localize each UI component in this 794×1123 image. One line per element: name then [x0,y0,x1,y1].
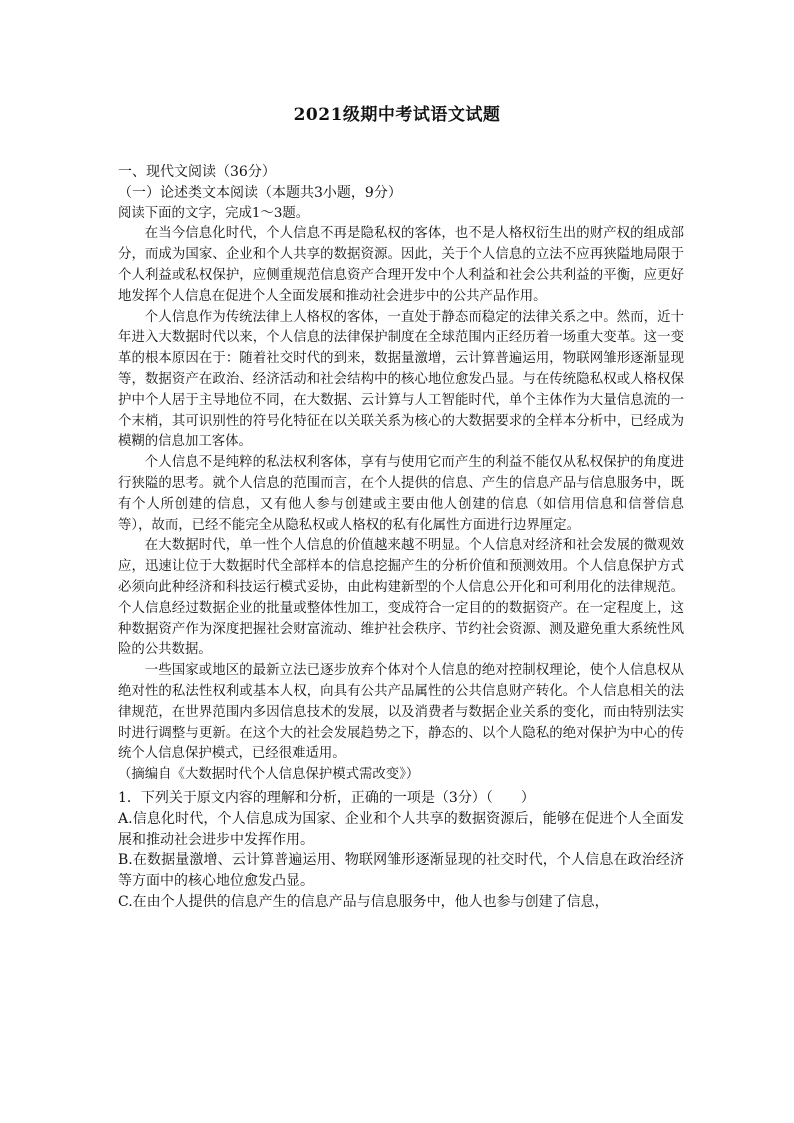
page-title: 2021级期中考试语文试题 [293,105,501,125]
passage-source: （摘编自《大数据时代个人信息保护模式需改变》） [118,767,420,783]
reading-instruction: 阅读下面的文字，完成1～3题。 [118,205,310,221]
subsection-heading: （一）论述类文本阅读（本题共3小题，9分） [118,184,402,201]
question-1-option-b: B.在数据量激增、云计算普遍运用、物联网雏形逐渐显现的社交时代，个人信息在政治经济等方面中的核心地位愈发凸显。 [118,852,684,890]
passage-paragraph-4: 在大数据时代，单一性个人信息的价值越来越不明显。个人信息对经济和社会发展的微观效应，迅速让位于大数据时代全部样本的信息挖掘产生的分析价值和预测效用。个人信息保护方式必须向此种经济和科技运行模式妥协，由此构建新型的个人信息公开化和可利用化的法律规范。个人信息经过数据企业的批量或整体性加工，变成符合一定目的的数据资产。在一定程度上，这种数据资产作为深度把握社会财富流动、维护社会秩序、节约社会资源、测及避免重大系统性风险的公共数据。 [118,538,684,658]
section-heading: 一、现代文阅读（36分） [118,164,276,180]
passage-paragraph-5: 一些国家或地区的最新立法已逐步放弃个体对个人信息的绝对控制权理论，使个人信息权从绝对性的私法性权利或基本人权，向具有公共产品属性的公共信息财产转化。个人信息相关的法律规范，在世界范围内多因信息技术的发展，以及消费者与数据企业关系的变化，而由特别法实时进行调整与更新。在这个大的社会发展趋势之下，静态的、以个人隐私的绝对保护为中心的传统个人信息保护模式，已经很难适用。 [118,663,684,762]
passage-paragraph-3: 个人信息不是纯粹的私法权利客体，享有与使用它而产生的利益不能仅从私权保护的角度进行狭隘的思考。就个人信息的范围而言，在个人提供的信息、产生的信息产品与信息服务中，既有个人所创建的信息，又有他人参与创建或主要由他人创建的信息（如信用信息和信誉信息等），故而，已经不能完全从隐私权或人格权的私有化属性方面进行边界厘定。 [118,455,684,533]
question-1: 1．下列关于原文内容的理解和分析，正确的一项是（3分）（ ） [118,789,535,806]
question-1-option-a: A.信息化时代，个人信息成为国家、企业和个人共享的数据资源后，能够在促进个人全面发展和推动社会进步中发挥作用。 [118,810,684,848]
passage-paragraph-1: 在当今信息化时代，个人信息不再是隐私权的客体，也不是人格权衍生出的财产权的组成部分，而成为国家、企业和个人共享的数据资源。因此，关于个人信息的立法不应再狭隘地局限于个人利益或私权保护，应侧重规范信息资产合理开发中个人利益和社会公共利益的平衡，应更好地发挥个人信息在促进个人全面发展和推动社会进步中的公共产品作用。 [118,226,684,304]
document-body [118,162,684,913]
passage-paragraph-2: 个人信息作为传统法律上人格权的客体，一直处于静态而稳定的法律关系之中。然而，近十年进入大数据时代以来，个人信息的法律保护制度在全球范围内正经历着一场重大变革。这一变革的根本原因在于：随着社交时代的到来，数据量激增，云计算普遍运用，物联网雏形逐渐显现等，数据资产在政治、经济活动和社会结构中的核心地位愈发凸显。与在传统隐私权或人格权保护中个人居于主导地位不同，在大数据、云计算与人工智能时代，单个主体作为大量信息流的一个末梢，其可识别性的符号化特征在以关联关系为核心的大数据要求的全样本分析中，已经成为模糊的信息加工客体。 [118,309,684,450]
question-1-option-c: C.在由个人提供的信息产生的信息产品与信息服务中，他人也参与创建了信息， [118,893,609,910]
